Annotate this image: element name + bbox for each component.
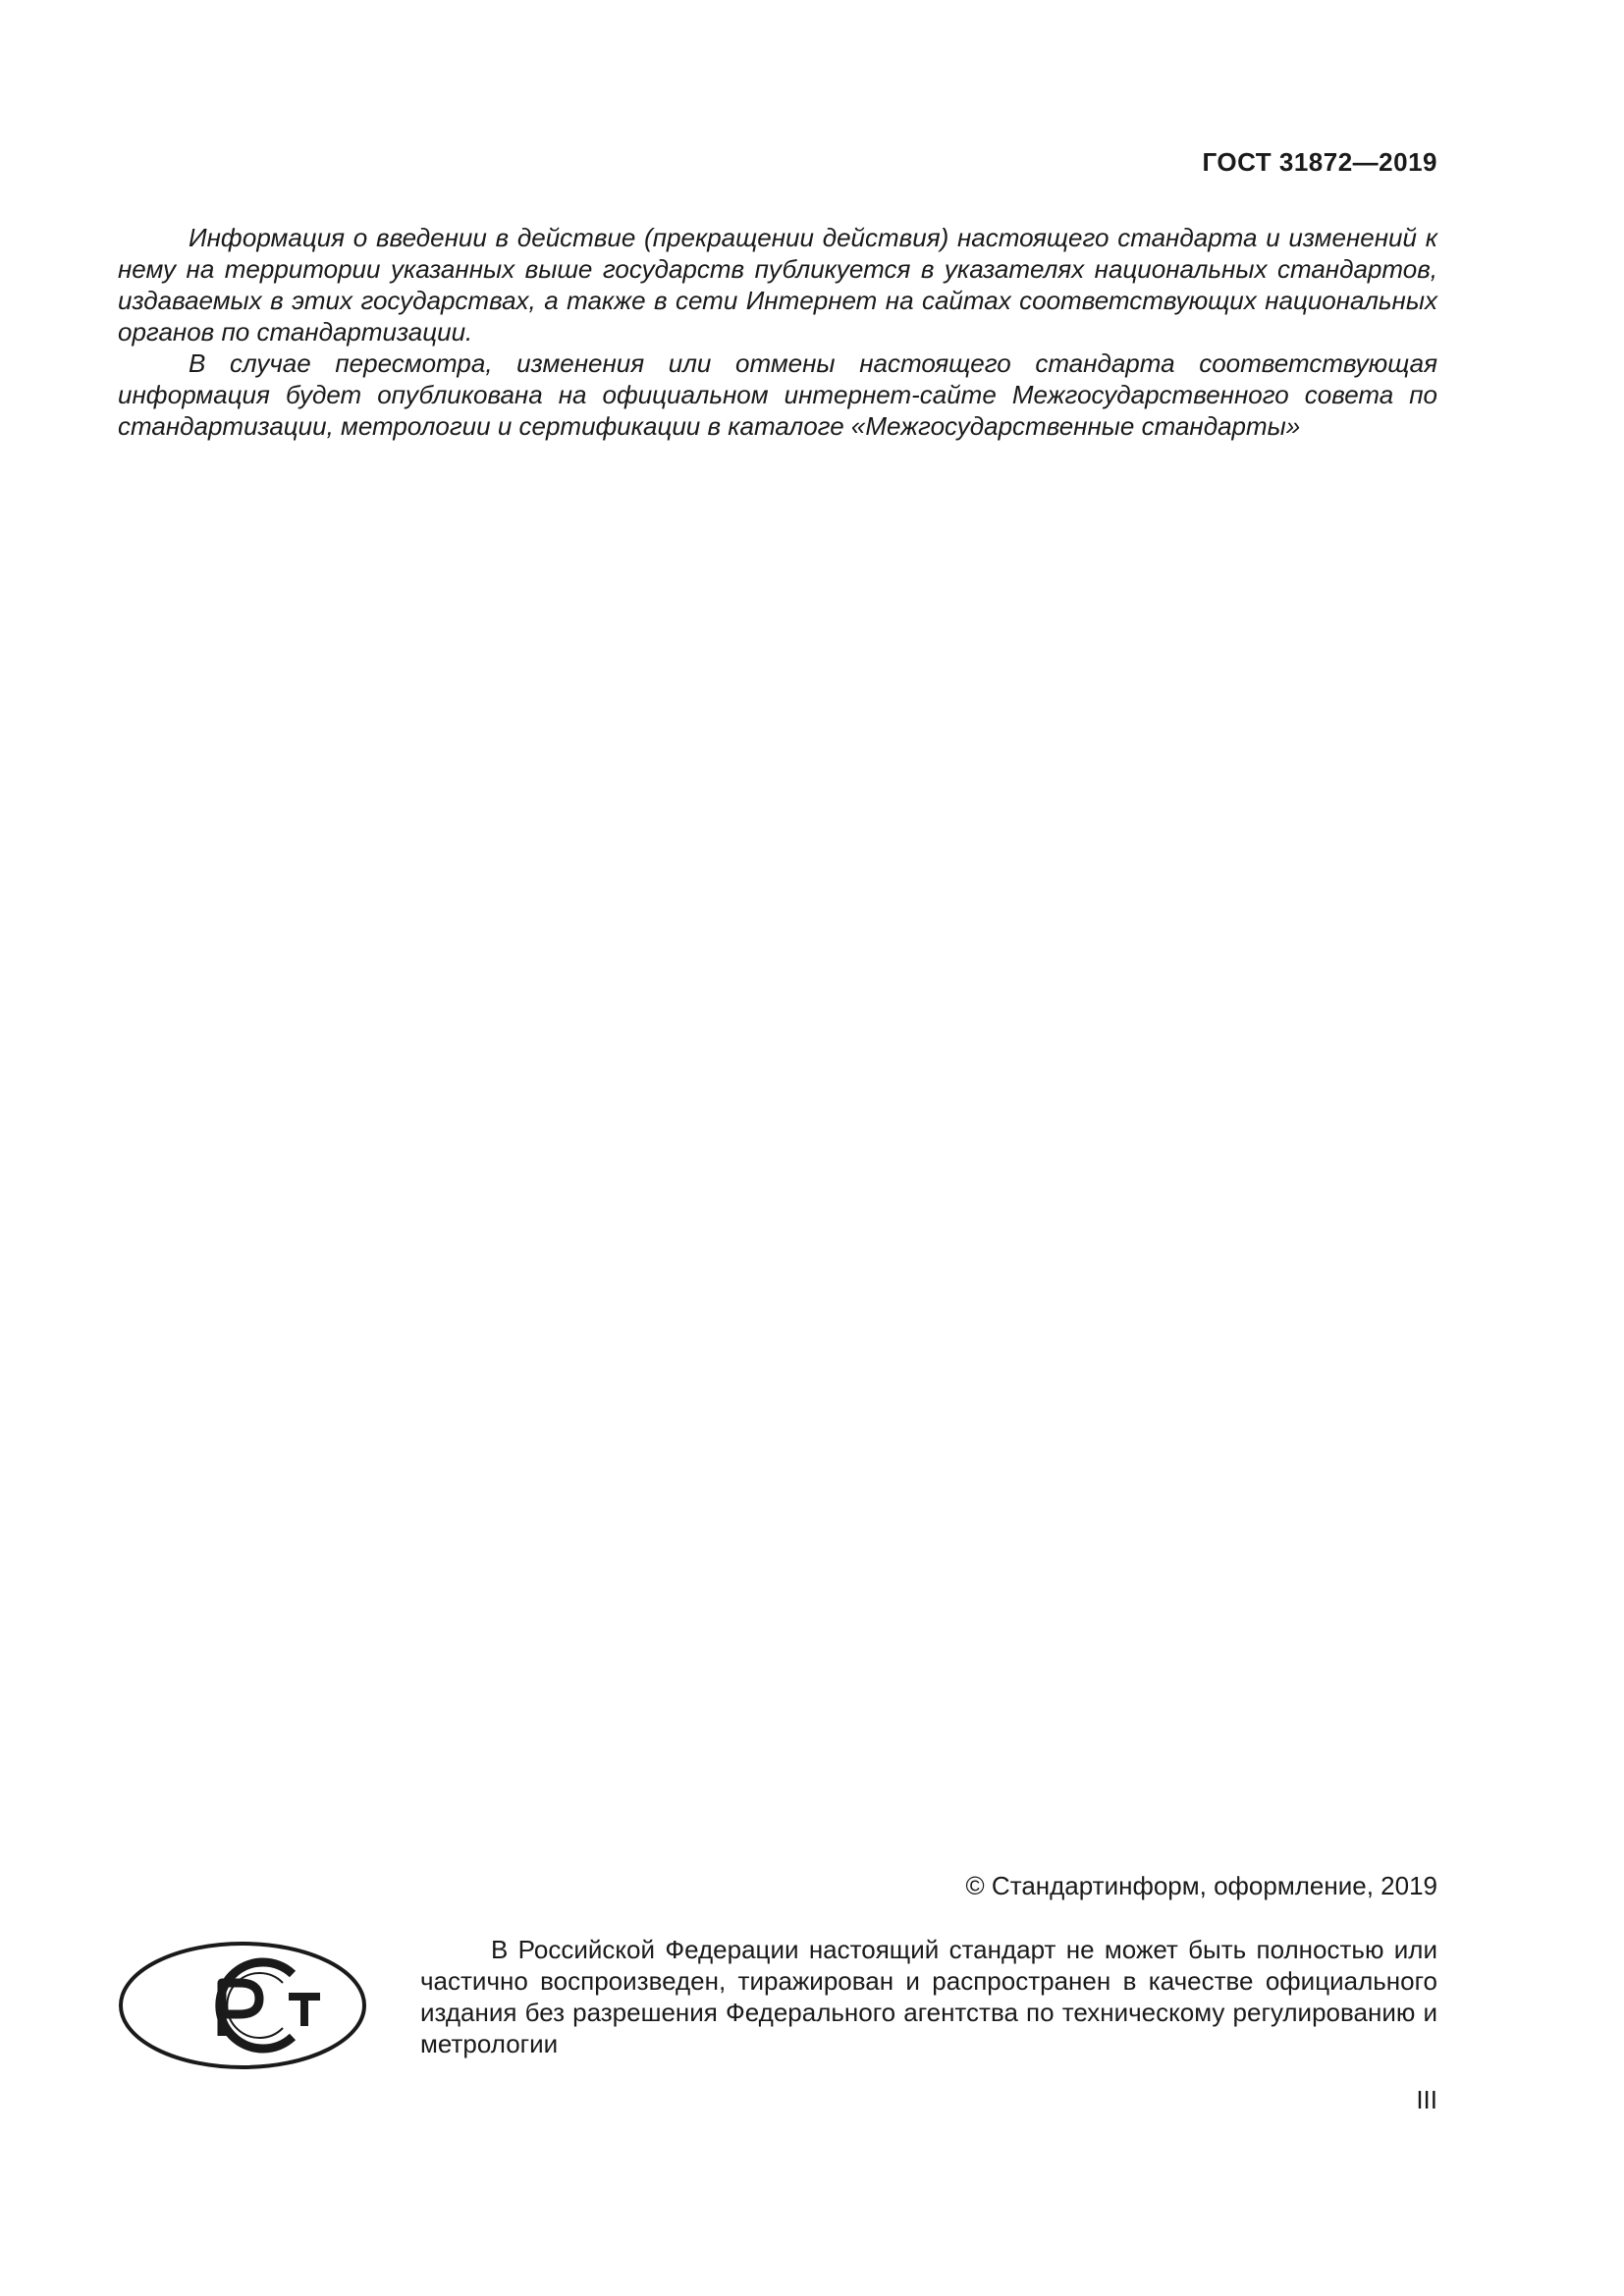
copyright-notice: © Стандартинформ, оформление, 2019 <box>965 1871 1437 1900</box>
intro-section <box>118 222 1437 442</box>
rights-notice-section <box>420 1934 1437 2059</box>
rights-notice: В Российской Федерации настоящий стандарт не может быть полностью или частично воспроизведен, тиражирован и распространен в качестве официального издания без разрешения Федерального агентства по техническому регулированию и метрологии <box>420 1935 1437 2058</box>
page-number: III <box>1416 2085 1437 2114</box>
intro-paragraph-info: Информация о введении в действие (прекращении действия) настоящего стандарта и изменений к нему на территории указанных выше государств публикуется в указателях национальных стандартов, издаваемых в этих государствах, а также в сети Интернет на сайтах соответствующих национальных органов по стандартизации. <box>118 223 1437 347</box>
document-code: ГОСТ 31872—2019 <box>1202 147 1437 177</box>
intro-paragraph-revision: В случае пересмотра, изменения или отмены настоящего стандарта соответствующая информация будет опубликована на официальном интернет-сайте Межгосударственного совета по стандартизации, метрологии и сертификации в каталоге «Межгосударственные стандарты» <box>118 348 1437 441</box>
rst-certification-mark-icon <box>118 1940 367 2071</box>
